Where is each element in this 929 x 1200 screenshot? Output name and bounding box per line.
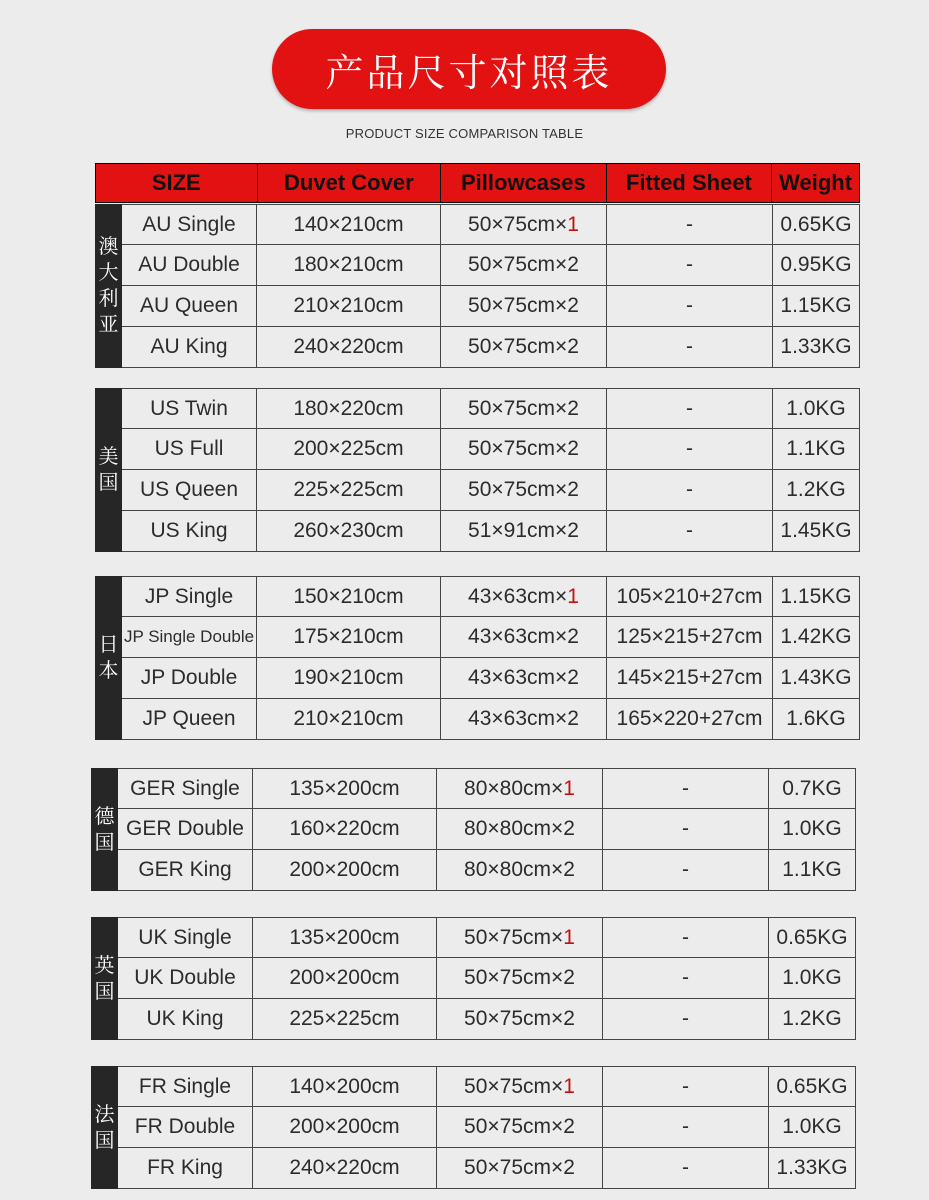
pillowcase-size: 43×63cm× [468, 707, 568, 730]
table-row [118, 1107, 856, 1148]
weight-cell: 1.42KG [773, 617, 860, 657]
table-row [122, 204, 860, 245]
duvet-cell: 140×200cm [253, 1067, 437, 1106]
fitted-sheet-cell: - [603, 958, 769, 998]
region-block [91, 917, 856, 1040]
pillowcase-cell [441, 577, 607, 616]
fitted-sheet-cell: - [603, 1067, 769, 1106]
size-cell: AU Single [122, 205, 257, 244]
pillowcase-qty: 2 [567, 335, 579, 358]
table-row [122, 327, 860, 368]
fitted-sheet-cell: - [607, 470, 773, 510]
duvet-cell: 135×200cm [253, 918, 437, 957]
pillowcase-size: 43×63cm× [468, 584, 568, 608]
region-char: 国 [94, 980, 115, 1003]
region-label [95, 204, 122, 368]
pillowcase-cell [441, 470, 607, 510]
pillowcase-qty: 2 [563, 1115, 575, 1138]
table-row [122, 511, 860, 552]
table-row [118, 1066, 856, 1107]
duvet-cell: 140×210cm [257, 205, 441, 244]
pillowcase-size: 50×75cm× [464, 966, 564, 989]
table-header [95, 163, 860, 203]
region-label [91, 917, 118, 1040]
fitted-sheet-cell: - [603, 809, 769, 849]
pillowcase-size: 50×75cm× [464, 925, 564, 949]
pillowcase-qty: 1 [563, 925, 575, 949]
table-row [122, 576, 860, 617]
pillowcase-cell [437, 918, 603, 957]
size-cell: AU Double [122, 245, 257, 285]
pillowcase-cell [437, 999, 603, 1039]
pillowcase-cell [437, 769, 603, 808]
table-row [122, 617, 860, 658]
pillowcase-cell [441, 429, 607, 469]
duvet-cell: 225×225cm [253, 999, 437, 1039]
duvet-cell: 180×210cm [257, 245, 441, 285]
region-char: 国 [98, 472, 119, 494]
weight-cell: 0.65KG [773, 205, 860, 244]
pillowcase-qty: 1 [567, 584, 579, 608]
header-size: SIZE [96, 164, 258, 202]
size-cell: UK Double [118, 958, 253, 998]
weight-cell: 1.45KG [773, 511, 860, 551]
size-cell: JP Single [122, 577, 257, 616]
size-cell: JP Queen [122, 699, 257, 739]
size-cell: US Queen [122, 470, 257, 510]
duvet-cell: 200×200cm [253, 958, 437, 998]
region-block [91, 1066, 856, 1189]
size-cell: GER Single [118, 769, 253, 808]
weight-cell: 1.6KG [773, 699, 860, 739]
duvet-cell: 160×220cm [253, 809, 437, 849]
pillowcase-cell [441, 286, 607, 326]
pillowcase-cell [441, 389, 607, 428]
size-cell: US Full [122, 429, 257, 469]
pillowcase-qty: 2 [567, 253, 579, 276]
pillowcase-cell [441, 658, 607, 698]
pillowcase-size: 50×75cm× [468, 437, 568, 460]
pillowcase-size: 80×80cm× [464, 817, 564, 840]
pillowcase-size: 50×75cm× [468, 212, 568, 236]
pillowcase-cell [441, 699, 607, 739]
pillowcase-size: 50×75cm× [464, 1115, 564, 1138]
weight-cell: 1.15KG [773, 577, 860, 616]
duvet-cell: 190×210cm [257, 658, 441, 698]
region-char: 国 [94, 831, 115, 854]
weight-cell: 1.2KG [769, 999, 856, 1039]
pillowcase-size: 80×80cm× [464, 858, 564, 881]
fitted-sheet-cell: 105×210+27cm [607, 577, 773, 616]
pillowcase-qty: 2 [563, 1007, 575, 1030]
region-char: 大 [98, 262, 119, 284]
fitted-sheet-cell: 145×215+27cm [607, 658, 773, 698]
header-pillowcases: Pillowcases [441, 164, 607, 202]
pillowcase-cell [437, 1067, 603, 1106]
pillowcase-qty: 2 [567, 478, 579, 501]
region-char: 美 [98, 446, 119, 468]
table-row [118, 768, 856, 809]
duvet-cell: 240×220cm [257, 327, 441, 367]
fitted-sheet-cell: - [603, 850, 769, 890]
table-row [118, 958, 856, 999]
weight-cell: 0.7KG [769, 769, 856, 808]
size-cell: UK King [118, 999, 253, 1039]
region-block [91, 768, 856, 891]
header-fitted-sheet: Fitted Sheet [607, 164, 773, 202]
pillowcase-size: 50×75cm× [468, 396, 568, 420]
region-block [95, 388, 860, 552]
pillowcase-qty: 2 [567, 396, 579, 420]
pillowcase-cell [437, 958, 603, 998]
pillowcase-size: 50×75cm× [468, 478, 568, 501]
pillowcase-qty: 2 [563, 1156, 575, 1179]
table-row [118, 850, 856, 891]
pillowcase-cell [437, 850, 603, 890]
table-row [122, 658, 860, 699]
region-char: 日 [98, 634, 119, 656]
size-cell: US King [122, 511, 257, 551]
header-weight: Weight [779, 170, 853, 195]
weight-cell: 0.65KG [769, 918, 856, 957]
pillowcase-qty: 2 [567, 437, 579, 460]
pillowcase-qty: 2 [567, 707, 579, 730]
region-char: 本 [98, 660, 119, 682]
page-subtitle: PRODUCT SIZE COMPARISON TABLE [345, 126, 584, 141]
pillowcase-size: 50×75cm× [468, 335, 568, 358]
pillowcase-size: 50×75cm× [464, 1156, 564, 1179]
region-char: 法 [94, 1103, 115, 1126]
region-char: 国 [94, 1129, 115, 1152]
size-cell: FR Single [118, 1067, 253, 1106]
pillowcase-cell [441, 205, 607, 244]
pillowcase-cell [437, 1148, 603, 1188]
region-label [91, 1066, 118, 1189]
fitted-sheet-cell: - [607, 245, 773, 285]
weight-cell: 1.33KG [773, 327, 860, 367]
weight-cell: 1.0KG [769, 958, 856, 998]
weight-cell: 1.33KG [769, 1148, 856, 1188]
table-row [118, 999, 856, 1040]
table-row [118, 917, 856, 958]
pillowcase-qty: 1 [563, 1074, 575, 1098]
fitted-sheet-cell: 125×215+27cm [607, 617, 773, 657]
pillowcase-qty: 2 [567, 294, 579, 317]
pillowcase-size: 43×63cm× [468, 666, 568, 689]
pillowcase-size: 51×91cm× [468, 519, 568, 542]
weight-cell: 1.0KG [769, 1107, 856, 1147]
duvet-cell: 200×200cm [253, 850, 437, 890]
page-title: 产品尺寸对照表 [272, 29, 666, 109]
pillowcase-qty: 2 [567, 519, 579, 542]
region-block [95, 576, 860, 740]
weight-cell: 1.1KG [773, 429, 860, 469]
weight-cell: 1.0KG [773, 389, 860, 428]
size-cell: US Twin [122, 389, 257, 428]
duvet-cell: 200×225cm [257, 429, 441, 469]
duvet-cell: 200×200cm [253, 1107, 437, 1147]
weight-cell: 1.1KG [769, 850, 856, 890]
pillowcase-qty: 2 [563, 817, 575, 840]
duvet-cell: 175×210cm [257, 617, 441, 657]
fitted-sheet-cell: - [603, 769, 769, 808]
pillowcase-size: 50×75cm× [468, 253, 568, 276]
fitted-sheet-cell: - [607, 327, 773, 367]
pillowcase-qty: 2 [563, 858, 575, 881]
pillowcase-qty: 1 [567, 212, 579, 236]
region-char: 德 [94, 805, 115, 828]
pillowcase-cell [441, 617, 607, 657]
size-cell: AU King [122, 327, 257, 367]
pillowcase-qty: 2 [567, 625, 579, 648]
region-char: 亚 [98, 314, 119, 336]
table-row [122, 245, 860, 286]
duvet-cell: 150×210cm [257, 577, 441, 616]
duvet-cell: 210×210cm [257, 286, 441, 326]
table-row [122, 286, 860, 327]
table-row [118, 809, 856, 850]
pillowcase-qty: 1 [563, 776, 575, 800]
region-label [95, 576, 122, 740]
size-cell: JP Double [122, 658, 257, 698]
pillowcase-cell [441, 245, 607, 285]
size-cell: FR Double [118, 1107, 253, 1147]
region-char: 澳 [98, 236, 119, 258]
region-label [91, 768, 118, 891]
pillowcase-size: 50×75cm× [468, 294, 568, 317]
duvet-cell: 180×220cm [257, 389, 441, 428]
size-cell: JP Single Double [122, 617, 257, 657]
fitted-sheet-cell: - [607, 286, 773, 326]
fitted-sheet-cell: - [603, 1107, 769, 1147]
size-cell: FR King [118, 1148, 253, 1188]
pillowcase-cell [441, 511, 607, 551]
table-row [118, 1148, 856, 1189]
duvet-cell: 225×225cm [257, 470, 441, 510]
size-cell: GER King [118, 850, 253, 890]
fitted-sheet-cell: - [603, 999, 769, 1039]
duvet-cell: 210×210cm [257, 699, 441, 739]
duvet-cell: 260×230cm [257, 511, 441, 551]
pillowcase-cell [437, 1107, 603, 1147]
pillowcase-size: 50×75cm× [464, 1074, 564, 1098]
pillowcase-cell [441, 327, 607, 367]
fitted-sheet-cell: - [607, 429, 773, 469]
fitted-sheet-cell: 165×220+27cm [607, 699, 773, 739]
header-duvet-cover: Duvet Cover [258, 164, 442, 202]
size-cell: GER Double [118, 809, 253, 849]
region-block [95, 204, 860, 368]
fitted-sheet-cell: - [607, 389, 773, 428]
weight-cell: 1.2KG [773, 470, 860, 510]
weight-cell: 1.0KG [769, 809, 856, 849]
pillowcase-qty: 2 [567, 666, 579, 689]
duvet-cell: 240×220cm [253, 1148, 437, 1188]
table-row [122, 388, 860, 429]
size-cell: AU Queen [122, 286, 257, 326]
fitted-sheet-cell: - [603, 1148, 769, 1188]
weight-cell: 1.43KG [773, 658, 860, 698]
pillowcase-qty: 2 [563, 966, 575, 989]
duvet-cell: 135×200cm [253, 769, 437, 808]
size-cell: UK Single [118, 918, 253, 957]
region-label [95, 388, 122, 552]
weight-cell: 1.15KG [773, 286, 860, 326]
fitted-sheet-cell: - [607, 205, 773, 244]
pillowcase-cell [437, 809, 603, 849]
region-char: 利 [98, 288, 119, 310]
region-char: 英 [94, 954, 115, 977]
pillowcase-size: 80×80cm× [464, 776, 564, 800]
weight-cell: 0.65KG [769, 1067, 856, 1106]
pillowcase-size: 50×75cm× [464, 1007, 564, 1030]
weight-cell: 0.95KG [773, 245, 860, 285]
table-row [122, 429, 860, 470]
fitted-sheet-cell: - [607, 511, 773, 551]
table-row [122, 699, 860, 740]
table-row [122, 470, 860, 511]
fitted-sheet-cell: - [603, 918, 769, 957]
pillowcase-size: 43×63cm× [468, 625, 568, 648]
